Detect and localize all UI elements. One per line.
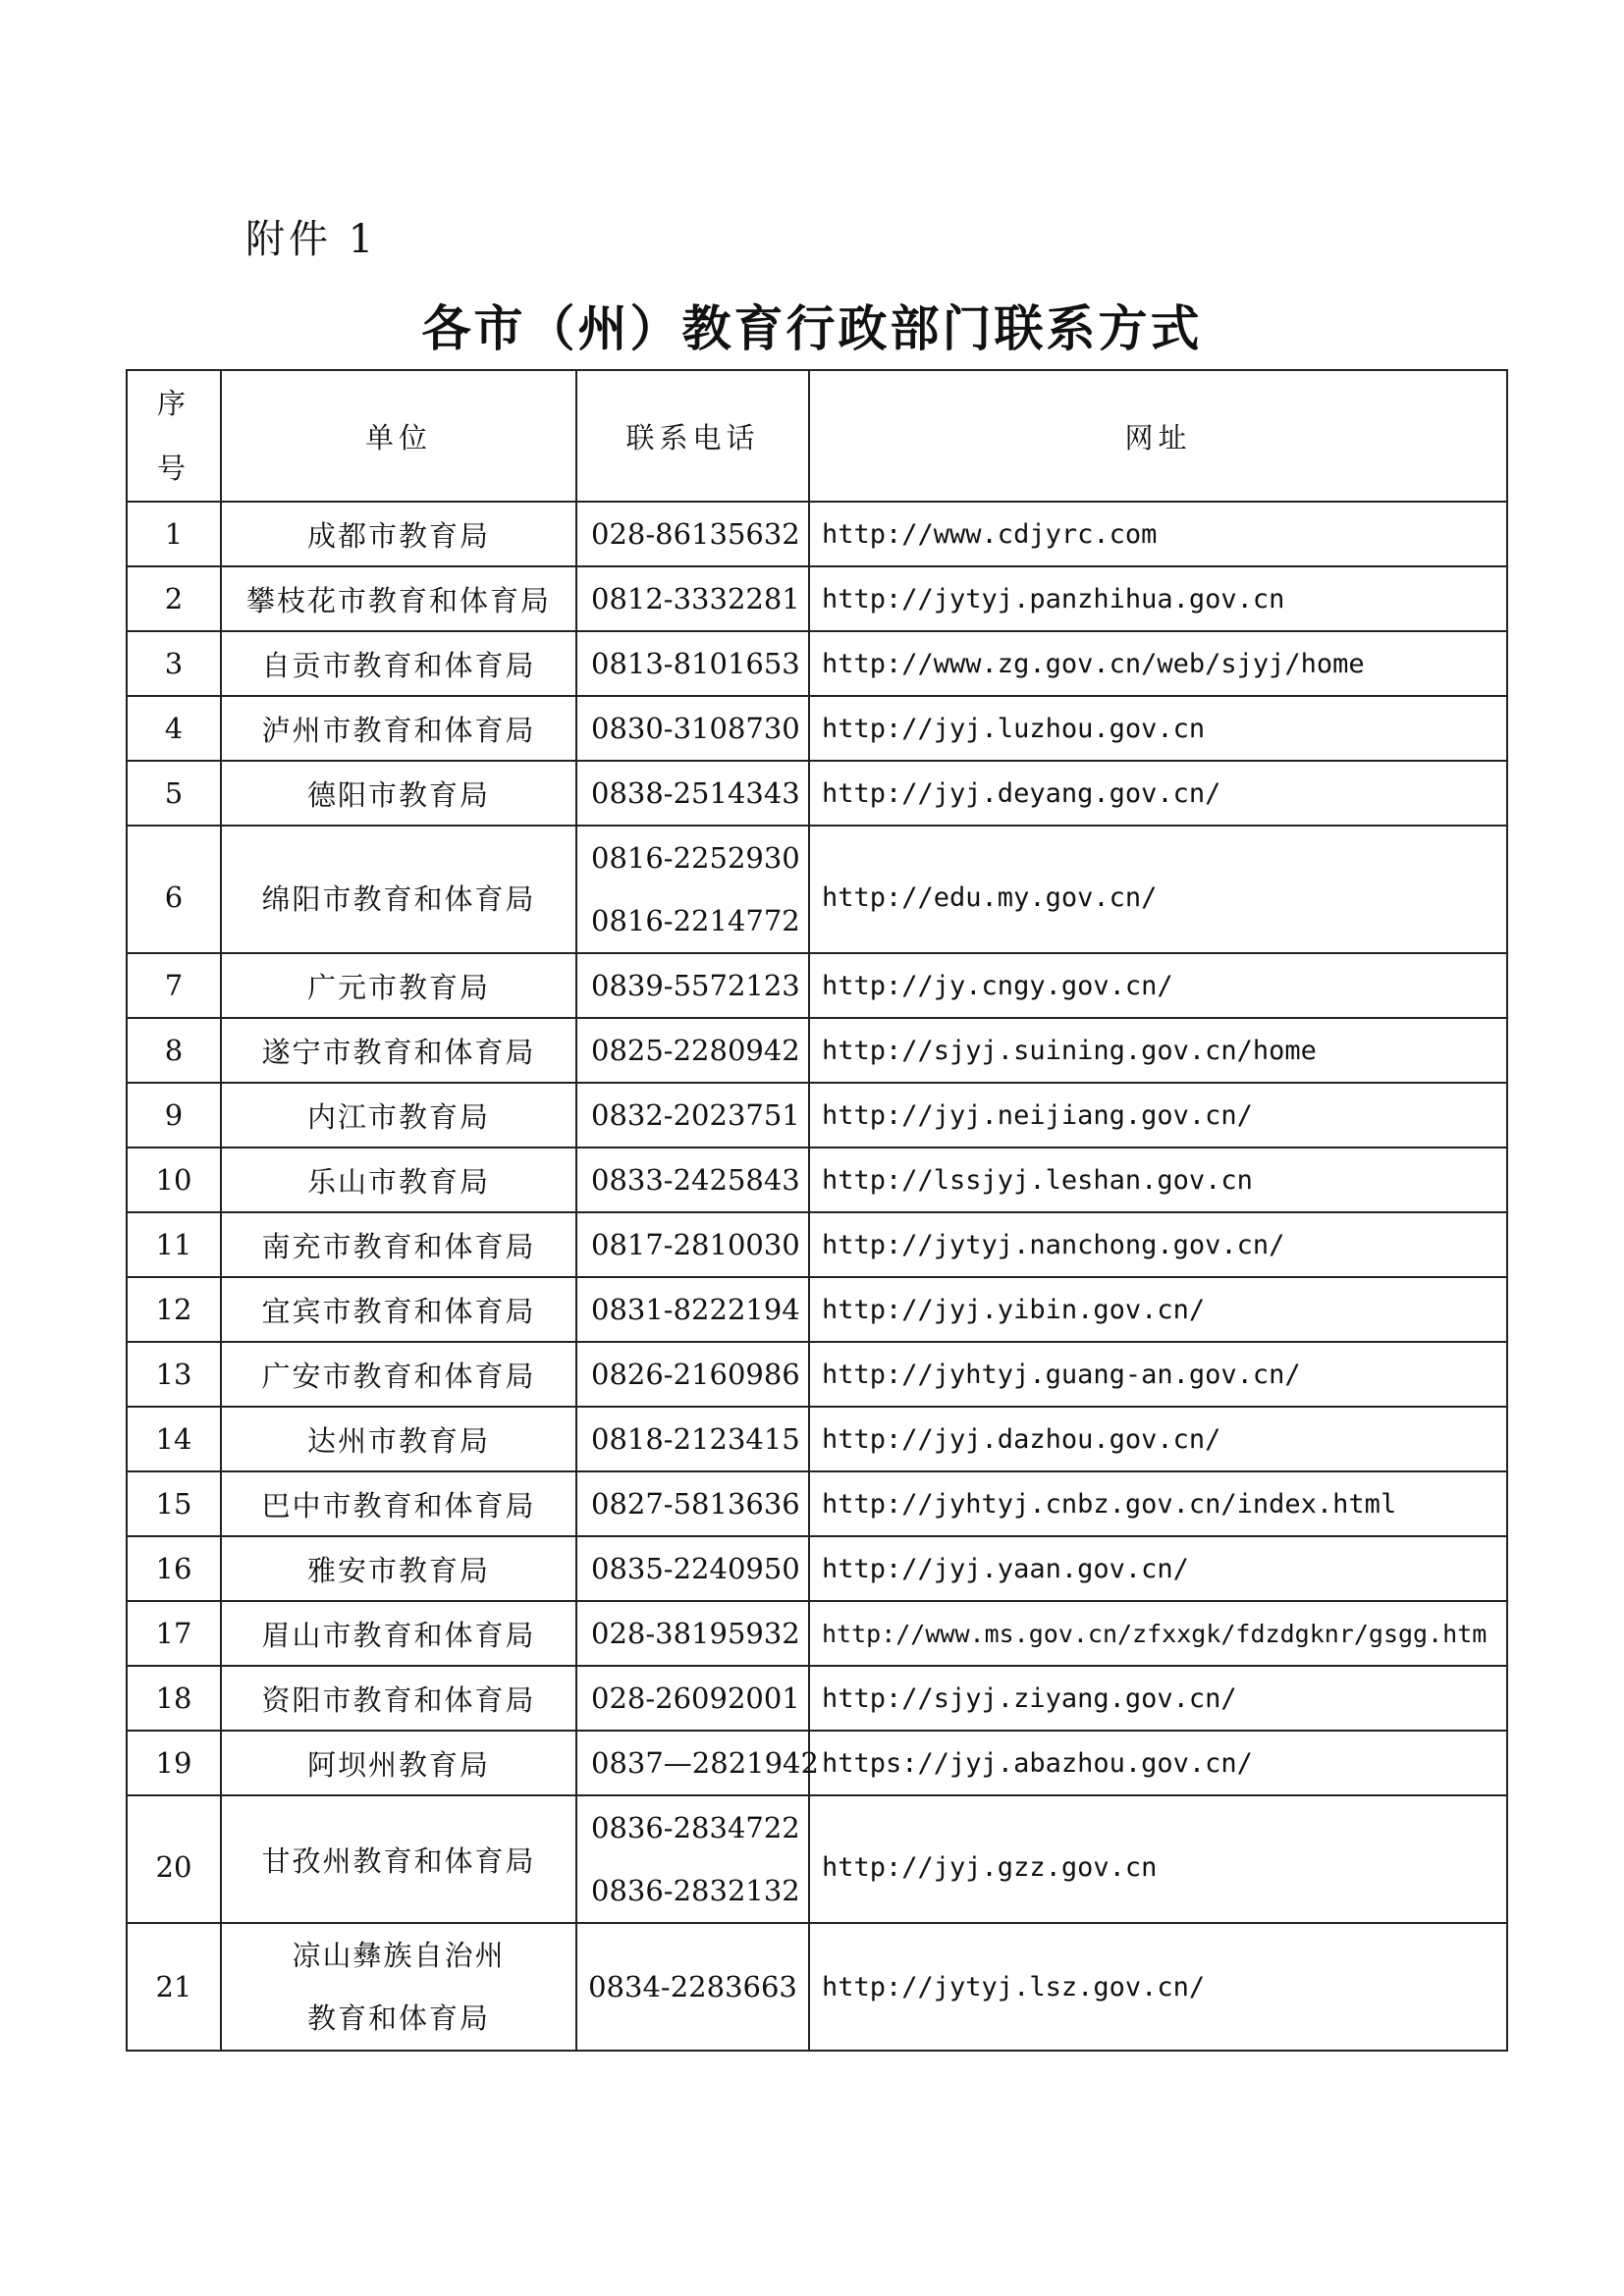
row-url-link[interactable]: http://jyj.yaan.gov.cn/ — [809, 1536, 1507, 1601]
row-no: 5 — [127, 761, 221, 826]
row-phone: 0837—2821942 — [576, 1731, 809, 1795]
table-row — [127, 1471, 1507, 1536]
header-unit: 单位 — [221, 370, 576, 502]
row-unit: 自贡市教育和体育局 — [221, 631, 576, 696]
row-phone: 0833-2425843 — [576, 1148, 809, 1212]
row-url-link[interactable]: http://www.ms.gov.cn/zfxxgk/fdzdgknr/gsgg.htm — [809, 1601, 1507, 1666]
row-no: 15 — [127, 1471, 221, 1536]
table-row — [127, 1731, 1507, 1795]
row-phone: 028-86135632 — [576, 502, 809, 566]
row-unit: 广安市教育和体育局 — [221, 1342, 576, 1407]
row-no: 6 — [127, 826, 221, 953]
row-unit: 乐山市教育局 — [221, 1148, 576, 1212]
row-url-link[interactable]: http://jytyj.nanchong.gov.cn/ — [809, 1212, 1507, 1277]
row-phone-2: 0836-2832132 — [591, 1874, 800, 1907]
row-unit: 达州市教育局 — [221, 1407, 576, 1471]
row-url-link[interactable]: http://sjyj.suining.gov.cn/home — [809, 1018, 1507, 1083]
row-url-link[interactable]: http://jyj.dazhou.gov.cn/ — [809, 1407, 1507, 1471]
row-unit-line2: 教育和体育局 — [306, 2002, 490, 2035]
row-phone: 0826-2160986 — [576, 1342, 809, 1407]
row-phone: 0838-2514343 — [576, 761, 809, 826]
row-url-link[interactable]: http://lssjyj.leshan.gov.cn — [809, 1148, 1507, 1212]
row-url-link[interactable]: http://www.zg.gov.cn/web/sjyj/home — [809, 631, 1507, 696]
row-no: 14 — [127, 1407, 221, 1471]
row-unit: 德阳市教育局 — [221, 761, 576, 826]
table-row — [127, 1212, 1507, 1277]
row-url-link[interactable]: https://jyj.abazhou.gov.cn/ — [809, 1731, 1507, 1795]
row-no: 1 — [127, 502, 221, 566]
table-row — [127, 761, 1507, 826]
table-row — [127, 696, 1507, 761]
table-row — [127, 1083, 1507, 1148]
table-row — [127, 1666, 1507, 1731]
row-phone: 028-26092001 — [576, 1666, 809, 1731]
row-url-link[interactable]: http://edu.my.gov.cn/ — [809, 826, 1507, 953]
row-unit: 遂宁市教育和体育局 — [221, 1018, 576, 1083]
row-phone: 0835-2240950 — [576, 1536, 809, 1601]
row-no: 9 — [127, 1083, 221, 1148]
row-url-link[interactable]: http://jyj.deyang.gov.cn/ — [809, 761, 1507, 826]
table-row — [127, 1277, 1507, 1342]
row-phone: 0825-2280942 — [576, 1018, 809, 1083]
row-no: 19 — [127, 1731, 221, 1795]
row-no: 21 — [127, 1923, 221, 2051]
row-phone: 0813-8101653 — [576, 631, 809, 696]
header-phone: 联系电话 — [576, 370, 809, 502]
row-no: 4 — [127, 696, 221, 761]
row-unit: 阿坝州教育局 — [221, 1731, 576, 1795]
row-no: 18 — [127, 1666, 221, 1731]
row-phone: 0817-2810030 — [576, 1212, 809, 1277]
table-row — [127, 566, 1507, 631]
row-no: 2 — [127, 566, 221, 631]
row-phone-1: 0816-2252930 — [591, 841, 800, 875]
row-unit: 成都市教育局 — [221, 502, 576, 566]
table-row — [127, 1923, 1507, 2051]
row-no: 17 — [127, 1601, 221, 1666]
row-unit: 甘孜州教育和体育局 — [221, 1795, 576, 1923]
row-unit: 雅安市教育局 — [221, 1536, 576, 1601]
row-unit: 内江市教育局 — [221, 1083, 576, 1148]
table-row — [127, 1407, 1507, 1471]
table-row — [127, 953, 1507, 1018]
row-unit — [221, 1923, 576, 2051]
table-row — [127, 631, 1507, 696]
row-no: 12 — [127, 1277, 221, 1342]
row-no: 20 — [127, 1795, 221, 1923]
table-row — [127, 1795, 1507, 1923]
row-no: 16 — [127, 1536, 221, 1601]
row-no: 8 — [127, 1018, 221, 1083]
row-url-link[interactable]: http://jy.cngy.gov.cn/ — [809, 953, 1507, 1018]
row-unit: 广元市教育局 — [221, 953, 576, 1018]
row-phone: 0830-3108730 — [576, 696, 809, 761]
row-phone: 0831-8222194 — [576, 1277, 809, 1342]
header-seq-line1: 序 — [156, 387, 190, 420]
contacts-table — [126, 369, 1508, 2052]
row-phone: 0827-5813636 — [576, 1471, 809, 1536]
row-phone — [576, 1795, 809, 1923]
row-unit-line1: 凉山彝族自治州 — [292, 1939, 506, 1972]
row-unit: 南充市教育和体育局 — [221, 1212, 576, 1277]
header-seq-line2: 号 — [156, 452, 190, 485]
table-row — [127, 1342, 1507, 1407]
table-row — [127, 1536, 1507, 1601]
row-phone: 0818-2123415 — [576, 1407, 809, 1471]
row-url-link[interactable]: http://jytyj.lsz.gov.cn/ — [809, 1923, 1507, 2051]
page-title: 各市（州）教育行政部门联系方式 — [421, 299, 1203, 357]
table-row — [127, 1148, 1507, 1212]
row-url-link[interactable]: http://jyj.yibin.gov.cn/ — [809, 1277, 1507, 1342]
row-url-link[interactable]: http://www.cdjyrc.com — [809, 502, 1507, 566]
row-unit: 宜宾市教育和体育局 — [221, 1277, 576, 1342]
row-no: 3 — [127, 631, 221, 696]
row-unit: 攀枝花市教育和体育局 — [221, 566, 576, 631]
row-no: 10 — [127, 1148, 221, 1212]
row-unit: 绵阳市教育和体育局 — [221, 826, 576, 953]
row-phone-1: 0836-2834722 — [591, 1811, 800, 1844]
table-row — [127, 826, 1507, 953]
table-row — [127, 1601, 1507, 1666]
row-url-link[interactable]: http://jyhtyj.guang-an.gov.cn/ — [809, 1342, 1507, 1407]
row-url-link[interactable]: http://jyhtyj.cnbz.gov.cn/index.html — [809, 1471, 1507, 1536]
row-phone-2: 0816-2214772 — [591, 904, 800, 937]
row-no: 13 — [127, 1342, 221, 1407]
header-seq — [127, 370, 221, 502]
row-phone: 028-38195932 — [576, 1601, 809, 1666]
row-unit: 眉山市教育和体育局 — [221, 1601, 576, 1666]
row-phone: 0834-2283663 — [576, 1923, 809, 2051]
row-url-link[interactable]: http://jyj.luzhou.gov.cn — [809, 696, 1507, 761]
row-phone: 0812-3332281 — [576, 566, 809, 631]
table-header-row — [127, 370, 1507, 502]
row-phone: 0832-2023751 — [576, 1083, 809, 1148]
row-url-link[interactable]: http://jyj.gzz.gov.cn — [809, 1795, 1507, 1923]
row-no: 7 — [127, 953, 221, 1018]
row-unit: 泸州市教育和体育局 — [221, 696, 576, 761]
header-url: 网址 — [809, 370, 1507, 502]
row-no: 11 — [127, 1212, 221, 1277]
row-unit: 巴中市教育和体育局 — [221, 1471, 576, 1536]
table-row — [127, 1018, 1507, 1083]
row-unit: 资阳市教育和体育局 — [221, 1666, 576, 1731]
row-url-link[interactable]: http://jytyj.panzhihua.gov.cn — [809, 566, 1507, 631]
row-url-link[interactable]: http://sjyj.ziyang.gov.cn/ — [809, 1666, 1507, 1731]
attachment-label: 附件 1 — [245, 217, 378, 262]
row-url-link[interactable]: http://jyj.neijiang.gov.cn/ — [809, 1083, 1507, 1148]
row-phone — [576, 826, 809, 953]
table-row — [127, 502, 1507, 566]
row-phone: 0839-5572123 — [576, 953, 809, 1018]
